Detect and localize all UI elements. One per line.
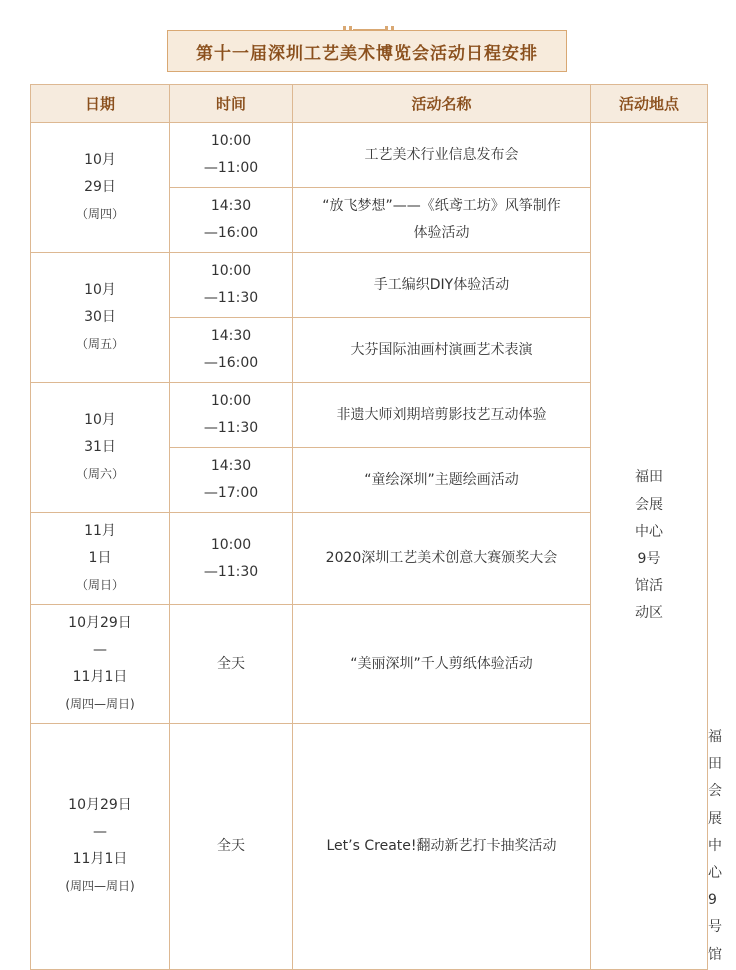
time-end: —11:30 xyxy=(203,420,259,436)
activity-cell xyxy=(293,448,591,513)
date-line: 11月 xyxy=(84,523,116,539)
activity-cell xyxy=(293,253,591,318)
date-cell xyxy=(31,253,170,383)
time-cell xyxy=(170,513,293,605)
activity-cell xyxy=(293,188,591,253)
weekday-label: （周五） xyxy=(75,337,124,351)
date-line: 29日 xyxy=(84,179,116,195)
page-title: 第十一届深圳工艺美术博览会活动日程安排 xyxy=(196,43,538,64)
time-end: —11:30 xyxy=(203,563,259,580)
date-cell xyxy=(31,605,170,724)
header-activity: 活动名称 xyxy=(293,85,591,123)
date-line: 1日 xyxy=(88,550,112,566)
weekday-label: (周四—周日) xyxy=(65,879,135,894)
table-row: 10月29日 — 11月1日 (周四—周日) 全天 Let’s Create!翻动新艺打卡抽奖活动 福田 会展 中心 9号馆 xyxy=(31,724,708,970)
time-start: 10:00 xyxy=(210,536,252,553)
date-line: 31日 xyxy=(84,439,116,455)
venue-cell xyxy=(591,123,708,970)
weekday-label: （周日） xyxy=(75,578,124,592)
time-start: 10:00 xyxy=(210,393,252,409)
venue-line: 中心 xyxy=(635,523,663,540)
activity-name: 体验活动 xyxy=(413,225,470,241)
date-line: 10月 xyxy=(84,282,116,298)
time-start: 10:00 xyxy=(210,263,252,279)
time-start: 10:00 xyxy=(210,133,252,149)
time-cell xyxy=(170,605,293,724)
activity-name: 2020深圳工艺美术创意大赛颁奖大会 xyxy=(325,550,558,566)
date-line: 10月 xyxy=(84,412,116,428)
activity-name: “美丽深圳”千人剪纸体验活动 xyxy=(350,655,533,672)
date-cell xyxy=(31,383,170,513)
activity-name: “放飞梦想”——《纸鸢工坊》风筝制作 xyxy=(322,198,561,214)
activity-name: 大芬国际油画村演画艺术表演 xyxy=(350,341,533,358)
activity-name: Let’s Create!翻动新艺打卡抽奖活动 xyxy=(326,837,557,854)
date-cell xyxy=(31,513,170,605)
date-line: 10月 xyxy=(84,152,116,168)
weekday-label: (周四—周日) xyxy=(65,697,135,711)
header-venue: 活动地点 xyxy=(591,85,708,123)
date-cell xyxy=(31,724,170,970)
date-line: 11月1日 xyxy=(72,669,128,685)
date-line: 10月29日 xyxy=(68,615,132,631)
activity-cell xyxy=(293,605,591,724)
activity-name: 工艺美术行业信息发布会 xyxy=(364,146,519,163)
time-start: 14:30 xyxy=(210,198,252,214)
schedule-table xyxy=(30,84,722,970)
activity-name: “童绘深圳”主题绘画活动 xyxy=(364,471,519,488)
activity-cell xyxy=(293,513,591,605)
time-start: 14:30 xyxy=(210,458,252,474)
activity-name: 手工编织DIY体验活动 xyxy=(373,276,510,293)
time-end: —11:30 xyxy=(203,290,259,306)
date-line: 10月29日 xyxy=(68,797,132,814)
date-line: 11月1日 xyxy=(72,851,128,868)
header-time: 时间 xyxy=(170,85,293,123)
title-banner xyxy=(167,26,569,72)
title-box xyxy=(167,30,567,72)
time-cell xyxy=(170,448,293,513)
date-line: 30日 xyxy=(84,309,116,325)
time-cell xyxy=(170,188,293,253)
date-line: — xyxy=(93,824,107,841)
header-date: 日期 xyxy=(31,85,170,123)
time-end: —16:00 xyxy=(203,355,259,371)
date-line: — xyxy=(93,642,107,658)
activity-name: 非遗大师刘期培剪影技艺互动体验 xyxy=(336,406,547,423)
venue-line: 9号 xyxy=(637,550,661,567)
activity-cell xyxy=(293,724,591,970)
activity-cell xyxy=(293,383,591,448)
table-row xyxy=(31,123,708,188)
date-cell xyxy=(31,123,170,253)
table-header-row xyxy=(31,85,708,123)
time-start: 14:30 xyxy=(210,328,252,344)
time-cell xyxy=(170,383,293,448)
venue-line: 馆活 xyxy=(635,578,663,595)
venue-line: 会展 xyxy=(635,496,663,513)
time-all-day: 全天 xyxy=(217,655,245,672)
time-cell xyxy=(170,253,293,318)
weekday-label: （周六） xyxy=(75,467,124,481)
time-end: —16:00 xyxy=(203,225,259,241)
time-end: —11:00 xyxy=(203,160,259,176)
venue-line: 福田 xyxy=(635,469,663,486)
time-end: —17:00 xyxy=(203,485,259,501)
activity-cell xyxy=(293,318,591,383)
time-cell xyxy=(170,123,293,188)
weekday-label: （周四） xyxy=(75,207,124,221)
activity-cell xyxy=(293,123,591,188)
time-cell xyxy=(170,318,293,383)
time-cell xyxy=(170,724,293,970)
time-all-day: 全天 xyxy=(217,837,245,854)
venue-line: 动区 xyxy=(635,605,663,622)
